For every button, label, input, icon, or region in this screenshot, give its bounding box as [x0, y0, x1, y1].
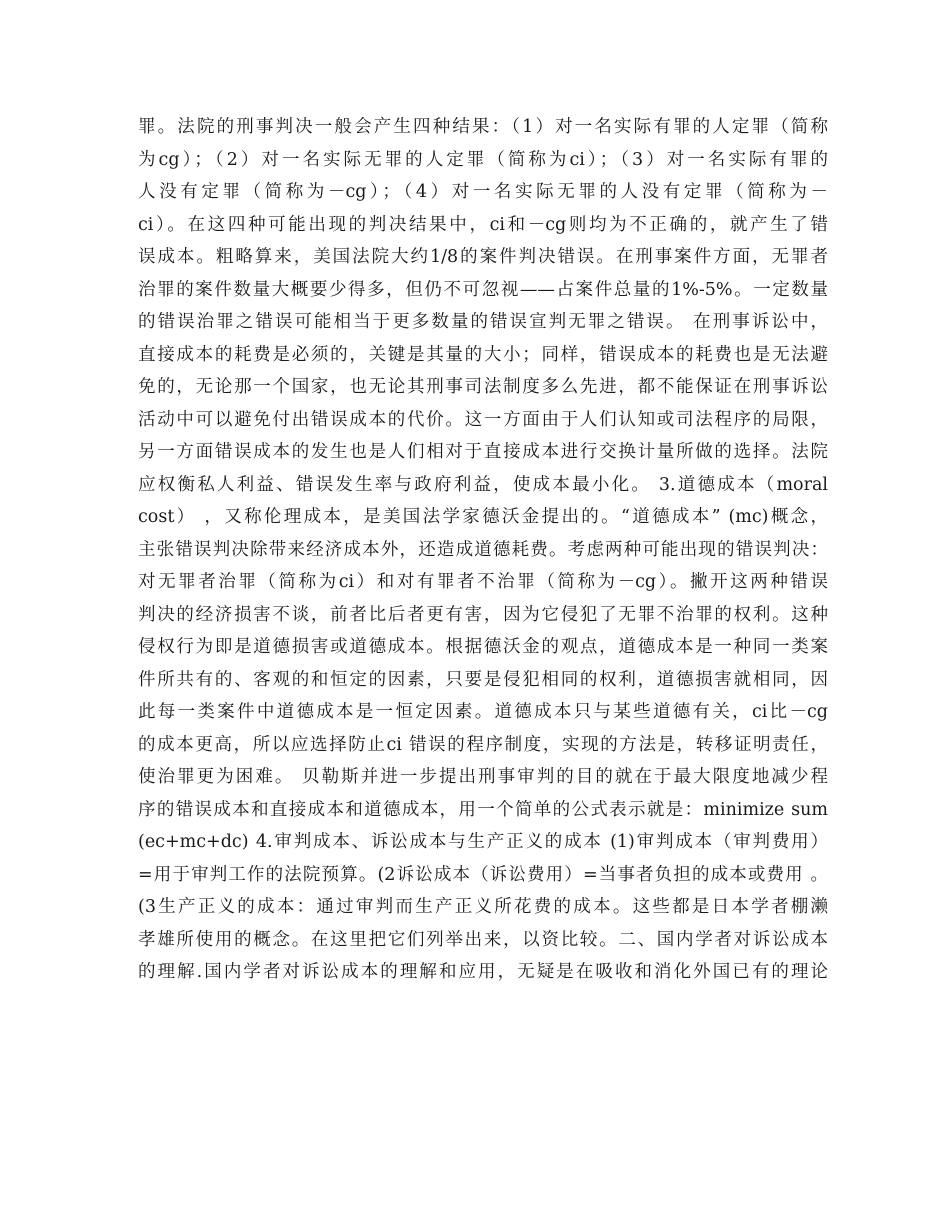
text-line: 主张错误判决除带来经济成本外，还造成道德耗费。考虑两种可能出现的错误判决：: [138, 539, 828, 560]
text-line: ci）。在这四种可能出现的判决结果中，ci和－cg则均为不正确的，就产生了错: [138, 214, 828, 235]
text-line: cost） ，又称伦理成本，是美国法学家德沃金提出的。“道德成本” (mc)概念，: [138, 507, 828, 527]
text-line: (ec+mc+dc) 4.审判成本、诉讼成本与生产正义的成本 (1)审判成本（审判费用）: [138, 832, 828, 852]
text-line: 治罪的案件数量大概要少得多，但仍不可忽视——占案件总量的1%-5%。一定数量: [138, 279, 828, 300]
text-line: 孝雄所使用的概念。在这里把它们列举出来，以资比较。二、国内学者对诉讼成本: [138, 929, 828, 950]
text-line: 活动中可以避免付出错误成本的代价。这一方面由于人们认知或司法程序的局限，: [138, 409, 828, 430]
body-text: [138, 111, 828, 989]
text-line: 的错误治罪之错误可能相当于更多数量的错误宣判无罪之错误。 在刑事诉讼中，: [138, 312, 828, 332]
text-line: 使治罪更为困难。 贝勒斯并进一步提出刑事审判的目的就在于最大限度地减少程: [138, 767, 828, 787]
text-line: 为cg）；（2）对一名实际无罪的人定罪（简称为ci）；（3）对一名实际有罪的: [138, 149, 828, 170]
text-line: 的成本更高，所以应选择防止ci 错误的程序制度，实现的方法是，转移证明责任，: [138, 734, 828, 755]
text-line: 人没有定罪（简称为－cg）；（4）对一名实际无罪的人没有定罪（简称为－: [138, 182, 828, 202]
text-line: 序的错误成本和直接成本和道德成本，用一个简单的公式表示就是：minimize sum: [138, 799, 828, 820]
text-line: 罪。法院的刑事判决一般会产生四种结果：（1）对一名实际有罪的人定罪（简称: [138, 117, 828, 137]
text-line: 件所共有的、客观的和恒定的因素，只要是侵犯相同的权利，道德损害就相同，因: [138, 669, 828, 690]
text-line: =用于审判工作的法院预算。(2诉讼成本（诉讼费用）=当事者负担的成本或费用 。: [138, 864, 828, 885]
text-line: 判决的经济损害不谈，前者比后者更有害，因为它侵犯了无罪不治罪的权利。这种: [138, 604, 828, 625]
text-line: 直接成本的耗费是必须的，关键是其量的大小；同样，错误成本的耗费也是无法避: [138, 344, 828, 365]
text-line: (3生产正义的成本：通过审判而生产正义所花费的成本。这些都是日本学者棚濑: [138, 897, 828, 917]
text-line: 此每一类案件中道德成本是一恒定因素。道德成本只与某些道德有关，ci比－cg: [138, 702, 828, 722]
text-line: 对无罪者治罪（简称为ci）和对有罪者不治罪（简称为－cg）。撇开这两种错误: [138, 572, 828, 592]
text-line: 另一方面错误成本的发生也是人们相对于直接成本进行交换计量所做的选择。法院: [138, 442, 828, 462]
text-line: 侵权行为即是道德损害或道德成本。根据德沃金的观点，道德成本是一种同一类案: [138, 637, 828, 657]
text-line: 免的，无论那一个国家，也无论其刑事司法制度多么先进，都不能保证在刑事诉讼: [138, 377, 828, 397]
text-line: 误成本。粗略算来，美国法院大约1/8的案件判决错误。在刑事案件方面，无罪者: [138, 247, 828, 267]
text-line: 的理解.国内学者对诉讼成本的理解和应用，无疑是在吸收和消化外国已有的理论: [138, 962, 828, 982]
text-line: 应权衡私人利益、错误发生率与政府利益，使成本最小化。 3.道德成本（moral: [138, 474, 828, 495]
